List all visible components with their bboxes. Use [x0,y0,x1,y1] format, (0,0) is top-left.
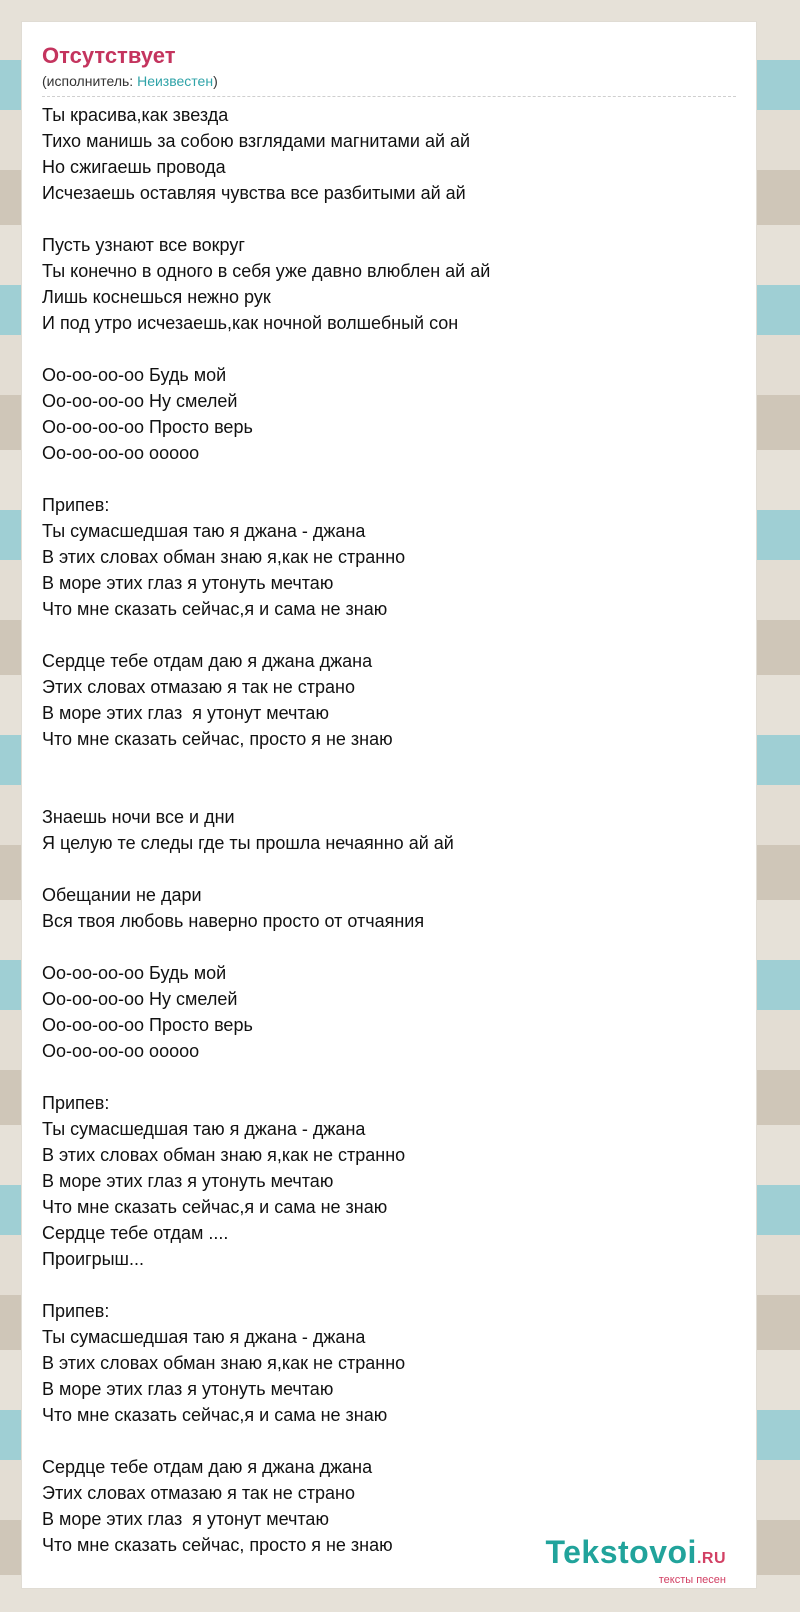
lyrics-blank-line [42,1064,736,1090]
lyrics-line: В этих словах обман знаю я,как не странно [42,1353,406,1373]
lyrics-blank-line [42,1272,736,1298]
lyrics-line: Оо-оо-оо-оо ооооо [42,1041,200,1061]
lyrics-line: Оо-оо-оо-оо Просто верь [42,417,253,437]
site-logo[interactable] [545,1535,726,1586]
lyrics-line: Оо-оо-оо-оо Ну смелей [42,989,238,1009]
lyrics-line: Ты сумасшедшая таю я джана - джана [42,1327,366,1347]
lyrics-card [22,22,756,1588]
lyrics-line: В море этих глаз я утонуть мечтаю [42,573,334,593]
lyrics-line: Что мне сказать сейчас,я и сама не знаю [42,1197,388,1217]
lyrics-line: Оо-оо-оо-оо Ну смелей [42,391,238,411]
lyrics-blank-line [42,336,736,362]
lyrics-line: В море этих глаз я утонут мечтаю [42,1509,329,1529]
lyrics-line: Сердце тебе отдам .... [42,1223,229,1243]
lyrics-line: В море этих глаз я утонуть мечтаю [42,1171,334,1191]
lyrics-line: Этих словах отмазаю я так не страно [42,1483,355,1503]
lyrics-line: Я целую те следы где ты прошла нечаянно ай ай [42,833,454,853]
byline-suffix: ) [213,73,218,89]
lyrics-line: Что мне сказать сейчас, просто я не знаю [42,1535,393,1555]
lyrics-line: Пусть узнают все вокруг [42,235,245,255]
lyrics-line: В море этих глаз я утонуть мечтаю [42,1379,334,1399]
lyrics-blank-line [42,622,736,648]
lyrics-line: И под утро исчезаешь,как ночной волшебный сон [42,313,459,333]
logo-tagline: тексты песен [658,1574,726,1586]
lyrics-line: В этих словах обман знаю я,как не странно [42,1145,406,1165]
lyrics-line: Сердце тебе отдам даю я джана джана [42,651,373,671]
artist-byline [42,72,736,90]
lyrics-line: Сердце тебе отдам даю я джана джана [42,1457,373,1477]
lyrics-line: Припев: [42,1093,110,1113]
lyrics-blank-line [42,934,736,960]
lyrics-blank-line [42,206,736,232]
lyrics-line: Оо-оо-оо-оо ооооо [42,443,200,463]
lyrics-line: Исчезаешь оставляя чувства все разбитыми ай ай [42,183,466,203]
lyrics-line: Что мне сказать сейчас,я и сама не знаю [42,1405,388,1425]
logo-wordmark: Tekstovoi [545,1534,697,1570]
lyrics-line: Ты сумасшедшая таю я джана - джана [42,521,366,541]
lyrics-line: Что мне сказать сейчас,я и сама не знаю [42,599,388,619]
lyrics-blank-line [42,466,736,492]
lyrics-line: Ты конечно в одного в себя уже давно влюблен ай ай [42,261,491,281]
lyrics-blank-line [42,856,736,882]
lyrics-text [42,102,736,1558]
lyrics-line: Припев: [42,1301,110,1321]
lyrics-line: Знаешь ночи все и дни [42,807,235,827]
lyrics-line: Лишь коснешься нежно рук [42,287,271,307]
lyrics-blank-line [42,1428,736,1454]
lyrics-line: В море этих глаз я утонут мечтаю [42,703,329,723]
lyrics-line: Обещании не дари [42,885,202,905]
lyrics-blank-line [42,778,736,804]
lyrics-line: Но сжигаешь провода [42,157,226,177]
lyrics-line: Ты сумасшедшая таю я джана - джана [42,1119,366,1139]
lyrics-blank-line [42,752,736,778]
lyrics-line: В этих словах обман знаю я,как не странно [42,547,406,567]
song-header [42,42,736,97]
lyrics-line: Ты красива,как звезда [42,105,229,125]
lyrics-line: Что мне сказать сейчас, просто я не знаю [42,729,393,749]
lyrics-line: Оо-оо-оо-оо Будь мой [42,963,227,983]
lyrics-line: Вся твоя любовь наверно просто от отчаяния [42,911,425,931]
lyrics-line: Этих словах отмазаю я так не страно [42,677,355,697]
lyrics-line: Припев: [42,495,110,515]
song-title: Отсутствует [42,43,176,68]
lyrics-line: Оо-оо-оо-оо Просто верь [42,1015,253,1035]
byline-prefix: (исполнитель: [42,73,138,89]
lyrics-line: Тихо манишь за собою взглядами магнитами ай ай [42,131,471,151]
lyrics-line: Проигрыш... [42,1249,144,1269]
artist-link[interactable]: Неизвестен [137,73,214,89]
lyrics-line: Оо-оо-оо-оо Будь мой [42,365,227,385]
logo-tld: .RU [696,1550,726,1567]
